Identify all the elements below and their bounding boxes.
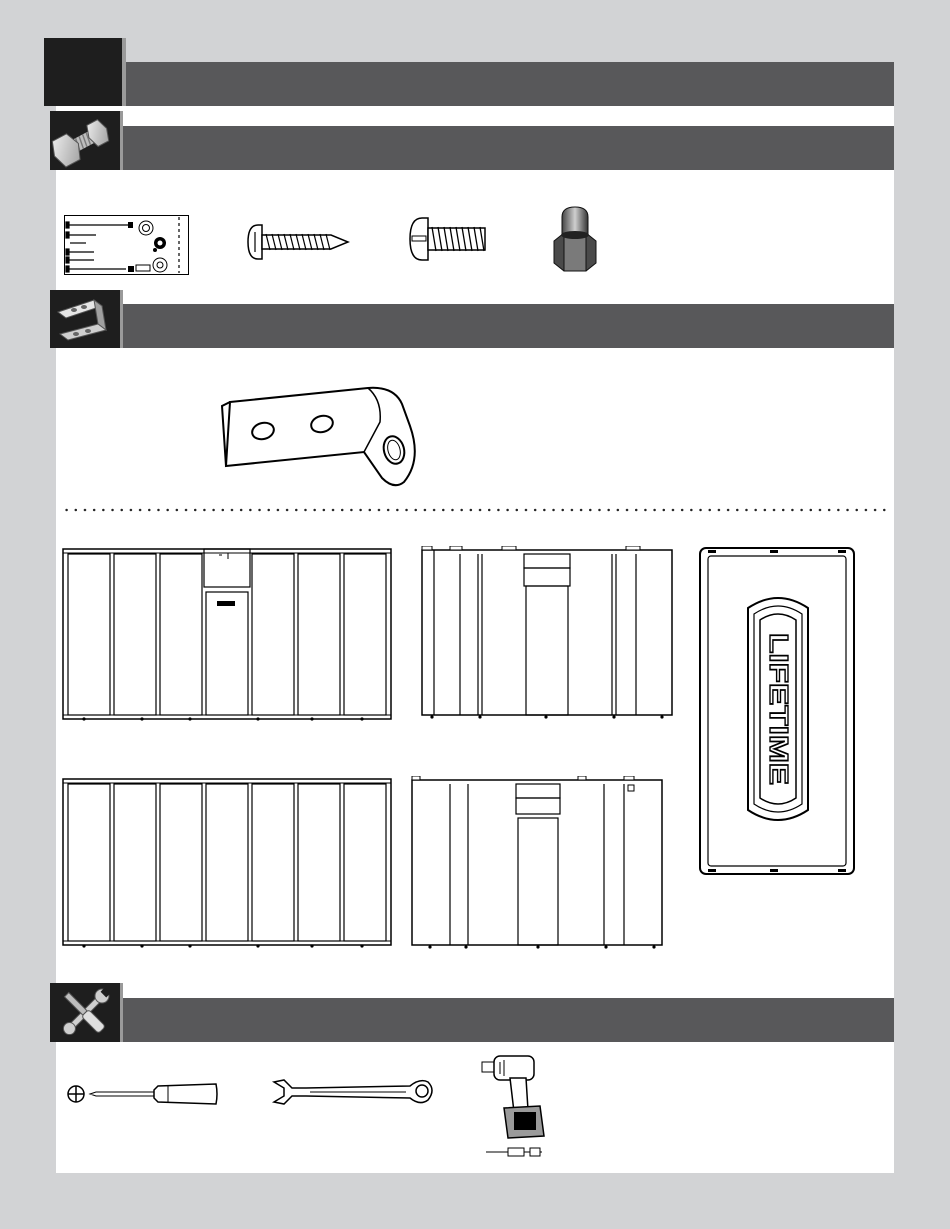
bolt-nut-icon	[50, 111, 120, 170]
angle-bracket	[218, 382, 424, 492]
back-wall-panel	[62, 776, 392, 952]
dotted-divider	[62, 507, 892, 513]
hardware-card	[64, 215, 189, 275]
combination-wrench	[270, 1076, 436, 1108]
hardware-section-icon-box	[50, 111, 120, 170]
cordless-drill	[480, 1048, 552, 1160]
bracket-section-icon-box	[50, 290, 120, 348]
machine-screw	[408, 215, 488, 263]
self-tapping-screw	[246, 222, 352, 262]
bracket-section-bar	[122, 304, 894, 348]
front-wall-panel-with-door	[62, 546, 392, 724]
phillips-screwdriver	[66, 1080, 218, 1110]
tools-section-bar	[122, 998, 894, 1042]
hardware-section-bar	[122, 126, 894, 170]
side-wall-panel-with-slot	[420, 546, 674, 722]
tools-section-icon-box	[50, 983, 120, 1042]
header-bar	[122, 62, 894, 106]
step-number-box	[44, 38, 122, 106]
cap-nut	[550, 205, 600, 275]
wrench-screwdriver-icon	[50, 983, 120, 1042]
bracket-icon	[50, 290, 120, 348]
lid-panel	[698, 546, 856, 876]
side-wall-panel-plain-slot	[410, 776, 664, 952]
lid-logo-text: LIFETIME	[764, 633, 794, 752]
